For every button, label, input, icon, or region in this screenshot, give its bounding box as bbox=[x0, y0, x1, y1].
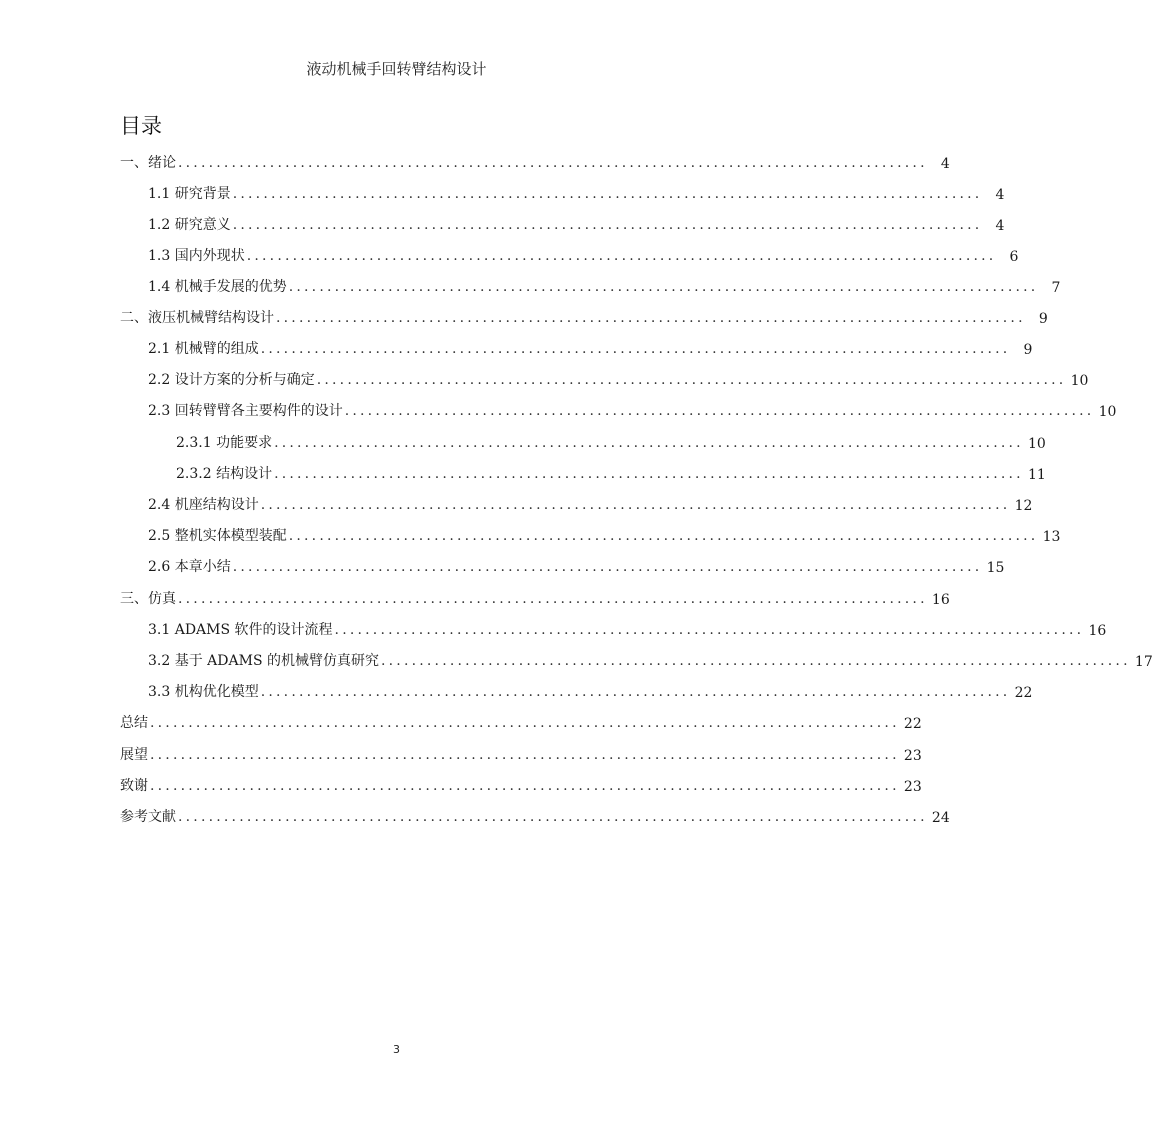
toc-entry[interactable] bbox=[176, 459, 1046, 483]
dot-leader: .................................................................................................. bbox=[260, 497, 1011, 513]
toc-entry[interactable] bbox=[148, 677, 1033, 701]
toc-entry-page: 10 bbox=[1098, 404, 1117, 420]
dot-leader: .................................................................................................. bbox=[232, 217, 983, 233]
page-number: 3 bbox=[393, 1043, 400, 1056]
toc-entry-page: 22 bbox=[903, 716, 922, 732]
toc-entry-page: 4 bbox=[995, 218, 1005, 234]
toc-entry[interactable] bbox=[148, 272, 1061, 296]
toc-entry-label: 2.2 设计方案的分析与确定 bbox=[148, 372, 315, 388]
toc-entry-page: 15 bbox=[986, 560, 1005, 576]
dot-leader: .................................................................................................. bbox=[178, 809, 928, 825]
dot-leader: .................................................................................................. bbox=[344, 403, 1095, 419]
dot-leader: .................................................................................................. bbox=[274, 466, 1024, 482]
toc-entry[interactable] bbox=[120, 771, 922, 795]
toc-entry-label: 一、绪论 bbox=[120, 155, 176, 171]
dot-leader: .................................................................................................. bbox=[150, 747, 900, 763]
toc-entry[interactable] bbox=[148, 552, 1005, 576]
toc-entry-label: 2.5 整机实体模型装配 bbox=[148, 528, 287, 544]
toc-entry-label: 2.3 回转臂臂各主要构件的设计 bbox=[148, 403, 343, 419]
toc-entry[interactable] bbox=[148, 521, 1061, 545]
toc-entry[interactable] bbox=[148, 179, 1005, 203]
toc-entry-label: 2.6 本章小结 bbox=[148, 559, 231, 575]
dot-leader: .................................................................................................. bbox=[150, 778, 900, 794]
toc-entry-page: 7 bbox=[1051, 280, 1061, 296]
toc-entry-page: 17 bbox=[1134, 654, 1153, 670]
toc-heading: 目录 bbox=[120, 114, 162, 138]
toc-entry[interactable] bbox=[176, 428, 1046, 452]
toc-entry[interactable] bbox=[148, 365, 1089, 389]
dot-leader: .................................................................................................. bbox=[232, 559, 983, 575]
toc-entry-page: 9 bbox=[1038, 311, 1048, 327]
toc-entry[interactable] bbox=[148, 646, 1153, 670]
toc-entry-page: 10 bbox=[1027, 436, 1046, 452]
toc-entry-page: 6 bbox=[1009, 249, 1019, 265]
dot-leader: .................................................................................................. bbox=[150, 715, 900, 731]
toc-entry-label: 2.3.1 功能要求 bbox=[176, 435, 273, 451]
dot-leader: .................................................................................................. bbox=[246, 248, 997, 264]
dot-leader: .................................................................................................. bbox=[260, 684, 1011, 700]
toc-entry-page: 10 bbox=[1070, 373, 1089, 389]
toc-entry-label: 3.2 基于 ADAMS 的机械臂仿真研究 bbox=[148, 653, 379, 669]
dot-leader: .................................................................................................. bbox=[178, 591, 928, 607]
toc-entry-label: 2.4 机座结构设计 bbox=[148, 497, 259, 513]
toc-entry-label: 展望 bbox=[120, 747, 148, 763]
dot-leader: .................................................................................................. bbox=[274, 435, 1024, 451]
toc-entry-label: 3.1 ADAMS 软件的设计流程 bbox=[148, 622, 333, 638]
dot-leader: .................................................................................................. bbox=[288, 279, 1039, 295]
toc-entry[interactable] bbox=[148, 396, 1117, 420]
toc-entry-page: 23 bbox=[903, 779, 922, 795]
toc-entry-label: 1.4 机械手发展的优势 bbox=[148, 279, 287, 295]
toc-entry[interactable] bbox=[148, 334, 1033, 358]
toc-entry-label: 2.1 机械臂的组成 bbox=[148, 341, 259, 357]
toc-entry[interactable] bbox=[120, 303, 1048, 327]
dot-leader: .................................................................................................. bbox=[178, 155, 928, 171]
toc-entry-label: 参考文献 bbox=[120, 809, 176, 825]
toc-entry-label: 总结 bbox=[120, 715, 148, 731]
toc-entry-page: 22 bbox=[1014, 685, 1033, 701]
toc-entry-page: 16 bbox=[931, 592, 950, 608]
toc-entry[interactable] bbox=[148, 615, 1107, 639]
dot-leader: .................................................................................................. bbox=[288, 528, 1039, 544]
running-header-title: 液动机械手回转臂结构设计 bbox=[306, 60, 487, 78]
toc-entry[interactable] bbox=[120, 708, 922, 732]
toc-entry-page: 9 bbox=[1023, 342, 1033, 358]
toc-entry-page: 23 bbox=[903, 748, 922, 764]
dot-leader: .................................................................................................. bbox=[334, 622, 1085, 638]
toc-entry[interactable] bbox=[148, 241, 1019, 265]
toc-entry[interactable] bbox=[120, 148, 950, 172]
toc-entry-page: 24 bbox=[931, 810, 950, 826]
toc-entry[interactable] bbox=[148, 490, 1033, 514]
dot-leader: .................................................................................................. bbox=[381, 653, 1131, 669]
toc-entry[interactable] bbox=[120, 740, 922, 764]
toc-entry-label: 2.3.2 结构设计 bbox=[176, 466, 273, 482]
toc-entry-label: 二、液压机械臂结构设计 bbox=[120, 310, 274, 326]
toc-entry[interactable] bbox=[120, 802, 950, 826]
toc-entry-page: 11 bbox=[1027, 467, 1046, 483]
toc-entry-label: 1.3 国内外现状 bbox=[148, 248, 245, 264]
toc-entry-label: 3.3 机构优化模型 bbox=[148, 684, 259, 700]
toc-entry-label: 1.1 研究背景 bbox=[148, 186, 231, 202]
toc-entry-label: 三、仿真 bbox=[120, 591, 176, 607]
dot-leader: .................................................................................................. bbox=[276, 310, 1026, 326]
toc-entry-page: 4 bbox=[995, 187, 1005, 203]
toc-entry-label: 致谢 bbox=[120, 778, 148, 794]
dot-leader: .................................................................................................. bbox=[232, 186, 983, 202]
toc-entry[interactable] bbox=[120, 584, 950, 608]
toc-entry-page: 13 bbox=[1042, 529, 1061, 545]
toc-entry[interactable] bbox=[148, 210, 1005, 234]
toc-entry-page: 4 bbox=[940, 156, 950, 172]
toc-entry-page: 12 bbox=[1014, 498, 1033, 514]
dot-leader: .................................................................................................. bbox=[260, 341, 1011, 357]
toc-entry-page: 16 bbox=[1088, 623, 1107, 639]
toc-entry-label: 1.2 研究意义 bbox=[148, 217, 231, 233]
dot-leader: .................................................................................................. bbox=[316, 372, 1067, 388]
